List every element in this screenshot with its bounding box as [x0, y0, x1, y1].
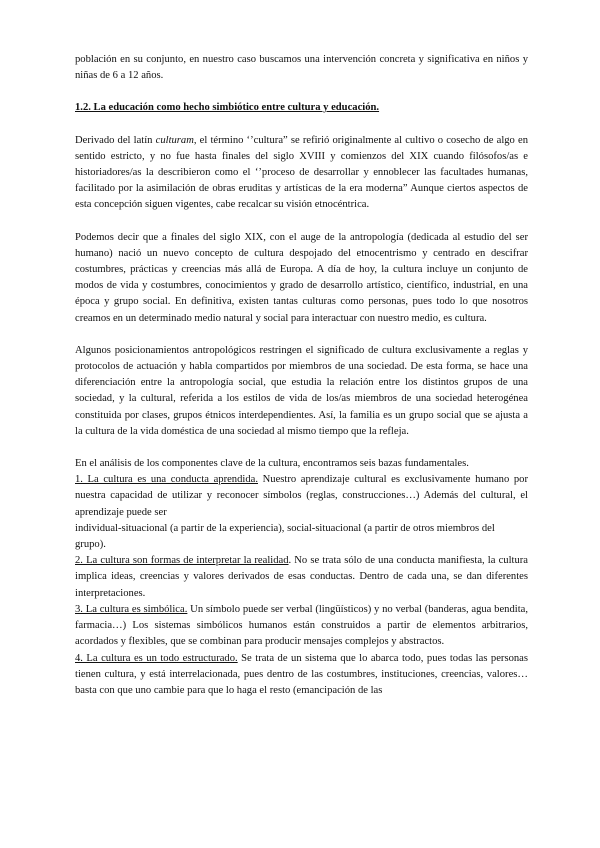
list-item-2-text: . No se trata sólo de una conducta manifiesta, la cultura implica ideas, creencias y valores derivados de esas conductas. Dentro de cada una, se dan diferentes interpretaciones. — [75, 555, 528, 599]
list-item-1-text: Nuestro aprendizaje cultural es exclusivamente humano por nuestra capacidad de utilizar y reconocer símbolos (reglas, construcciones…) Además del cultural, el aprendizaje puede ser — [75, 474, 528, 518]
paragraph-positions: Algunos posicionamientos antropológicos restringen el significado de cultura exclusivamente a reglas y protocolos de actuación y habla compartidos por miembros de una sociedad. De esta forma, se hace una diferenciación entre la antropología social, que estudia la relación entre los distintos grupos de una sociedad, y la cultural, referida a los estilos de vida de los/as miembros de una sociedad heterogénea constituida por clases, grupos étnicos interdependientes. Así, la familia es un grupo social que se ajusta a la cultura de la vida doméstica de una sociedad al mismo tiempo que la refleja. — [75, 344, 528, 437]
components-intro: En el análisis de los componentes clave de la cultura, encontramos seis bazas fundamentales. — [75, 458, 469, 470]
section-heading: 1.2. La educación como hecho simbiótico entre cultura y educación. — [75, 102, 380, 114]
list-item-3-text: Un símbolo puede ser verbal (lingüísticos) y no verbal (banderas, agua bendita, farmacia…) Los sistemas simbólicos humanos están construidos a partir de elementos arbitrarios, acordados y flexibles, que se combinan para producir mensajes complejos y abstractos. — [75, 603, 528, 648]
list-item-4-text: Se trata de un sistema que lo abarca todo, pues todas las personas tienen cultura, y está interrelacionada, pues dentro de las costumbres, instituciones, creencias, valores… basta con que uno cambie para que lo haga el resto (emancipación de las — [75, 652, 528, 696]
spacer — [75, 84, 528, 100]
list-item-1-continuation: individual-situacional (a partir de la experiencia), social-situacional (a partir de otros miembros del grupo). — [75, 522, 495, 551]
spacer — [75, 440, 528, 456]
list-item-3-title: 3. La cultura es simbólica. — [75, 603, 188, 615]
list-item-3 — [75, 602, 528, 651]
intro-paragraph: población en su conjunto, en nuestro caso buscamos una intervención concreta y significativa en niños y niñas de 6 a 12 años. — [75, 54, 528, 82]
list-item-1-title: 1. La cultura es una conducta aprendida. — [75, 474, 258, 486]
list-item-4-title: 4. La cultura es un todo estructurado. — [75, 652, 238, 664]
spacer — [75, 327, 528, 343]
list-item-1 — [75, 472, 528, 521]
paragraph-anthropology: Podemos decir que a finales del siglo XIX, con el auge de la antropología (dedicada al estudio del ser humano) nació un nuevo concepto de cultura despojado del etnocentrismo y centrado en descifrar costumbres, prácticas y creencias más allá de Europa. A día de hoy, la cultura incluye un conjunto de modos de vida y costumbres, conocimientos y grado de desarrollo artístico, científico, industrial, en una época y grupo social. En definitiva, existen tantas culturas como personas, pues todo lo que nosotros creamos en un determinado medio natural y social para interactuar con nuestro medio, es cultura. — [75, 231, 528, 324]
latin-word: culturam — [155, 134, 194, 146]
list-item-2 — [75, 553, 528, 602]
document-page — [75, 52, 528, 699]
spacer — [75, 117, 528, 133]
paragraph-etymology — [75, 133, 528, 214]
paragraph-etymology-start: Derivado del latín — [75, 134, 156, 146]
paragraph-etymology-rest: , el término ‘’cultura” se refirió originalmente al cultivo o cosecho de algo en sentido estricto, y no fue hasta finales del siglo XVIII y comienzos del XIX cuando filósofos/as e historiadores/as la describieron como el ‘’proceso de desarrollar y ennoblecer las facultades humanas, facilitado por la asimilación de obras eruditas y artísticas de la era moderna” Aunque ciertos aspectos de esta concepción siguen vigentes, cabe recalcar su visión etnocéntrica. — [75, 134, 528, 211]
list-item-4 — [75, 651, 528, 700]
spacer — [75, 214, 528, 230]
list-item-2-title: 2. La cultura son formas de interpretar la realidad — [75, 555, 289, 567]
